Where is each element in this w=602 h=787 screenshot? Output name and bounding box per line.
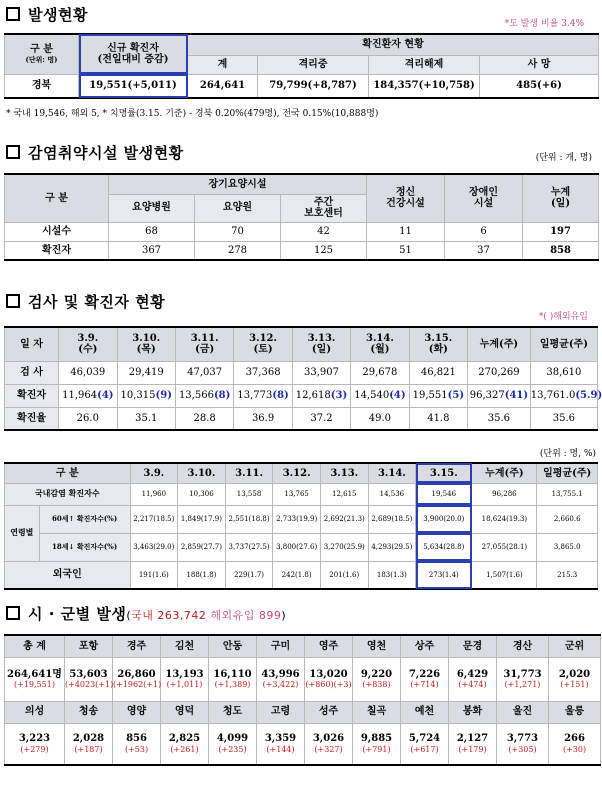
region-name: 상주 — [401, 635, 449, 657]
region-increase: (+3,422) — [262, 680, 299, 690]
table-row — [5, 407, 598, 430]
region-name: 울진 — [497, 701, 549, 723]
cell: 35.6 — [530, 407, 597, 430]
region-value — [353, 723, 401, 765]
table-row — [5, 384, 598, 407]
death-value: 485(+6) — [480, 74, 599, 98]
region-total: 13,020 — [309, 668, 348, 680]
header-gubun: 구 분 — [5, 174, 109, 222]
region-value — [549, 723, 601, 765]
section4-unit: (단위 : 명, %) — [539, 449, 596, 459]
row-label: 확진율 — [5, 407, 59, 430]
region-total: 3,223 — [18, 733, 51, 745]
region-increase: (+151) — [560, 680, 589, 690]
section1-title: 발생현황 — [6, 4, 88, 25]
region-increase: (+791) — [362, 744, 391, 754]
region-value — [161, 657, 209, 701]
region-total: 3,359 — [264, 733, 297, 745]
header-death: 사 망 — [480, 55, 599, 74]
cell: 33,907 — [292, 361, 350, 384]
region-total: 6,429 — [456, 668, 489, 680]
cell: 11,964(4) — [59, 384, 117, 407]
cell: 14,536 — [368, 483, 416, 505]
region-total: 856 — [126, 733, 147, 745]
test-table — [4, 326, 602, 431]
cell: 11,960 — [130, 483, 178, 505]
cell: 183(1.3) — [368, 561, 416, 589]
region-value — [5, 723, 65, 765]
row-label: 검 사 — [5, 361, 59, 384]
header-cumulative: 누계(주) — [472, 463, 537, 483]
region-total: 31,773 — [503, 668, 542, 680]
cell: 18,624(19.3) — [472, 505, 537, 533]
cell: 4,293(29.5) — [368, 533, 416, 561]
section3-title: 검사 및 확진자 현황 — [6, 291, 165, 312]
section1-note: *도 발생 비율 3.4% — [504, 19, 584, 29]
cell: 3,737(27.5) — [225, 533, 273, 561]
row-label: 확진자 — [5, 241, 109, 260]
header-date-6: 3.14. — [368, 463, 416, 483]
cell: 38,610 — [530, 361, 597, 384]
cell: 29,419 — [117, 361, 175, 384]
table-row — [5, 222, 599, 241]
cell: 46,039 — [59, 361, 117, 384]
cell: 367 — [109, 241, 195, 260]
region-value — [209, 723, 257, 765]
region-value — [305, 657, 353, 701]
header-date-7: 3.15. (화) — [409, 327, 467, 361]
isolation-value: 79,799(+8,787) — [258, 74, 369, 98]
region-total: 3,026 — [312, 733, 345, 745]
table-row — [5, 561, 598, 589]
cell: 1,507(1.6) — [472, 561, 537, 589]
region-increase: (+1,389) — [214, 680, 251, 690]
region-total: 264,641명 — [7, 668, 62, 680]
region-increase: (+1962(+1) — [113, 680, 162, 690]
region-name: 영덕 — [161, 701, 209, 723]
region-increase: (+474) — [458, 680, 487, 690]
region-name: 고령 — [257, 701, 305, 723]
new-cases-value: 19,551(+5,011) — [79, 74, 188, 98]
region-increase: (+1,011) — [166, 680, 203, 690]
region-increase: (+305) — [508, 744, 537, 754]
cell: 273(1.4) — [416, 561, 472, 589]
cell: 13,761.0(5.9) — [530, 384, 597, 407]
region-value — [401, 723, 449, 765]
facility-table — [4, 173, 599, 261]
header-isolation: 격리중 — [258, 55, 369, 74]
header-release: 격리해제 — [369, 55, 480, 74]
cell: 10,306 — [178, 483, 226, 505]
region-total: 266 — [564, 733, 585, 745]
header-long-term: 장기요양시설 — [109, 174, 367, 194]
region-increase: (+19,551) — [14, 680, 55, 690]
region-name: 경산 — [497, 635, 549, 657]
region-increase: (+714) — [410, 680, 439, 690]
cell: 14,540(4) — [351, 384, 409, 407]
region-value — [113, 657, 161, 701]
row-label: 시설수 — [5, 222, 109, 241]
region-increase: (+4023(+1) — [65, 680, 114, 690]
cell: 68 — [109, 222, 195, 241]
region-total: 2,825 — [168, 733, 201, 745]
cell: 278 — [195, 241, 281, 260]
header-date-2: 3.10. — [178, 463, 226, 483]
region-name: 예천 — [401, 701, 449, 723]
checkbox-square-icon — [6, 294, 20, 308]
region-value — [353, 657, 401, 701]
cell: 26.0 — [59, 407, 117, 430]
cell: 96,327(41) — [468, 384, 531, 407]
header-new-cases: 신규 확진자 (전일대비 증감) — [79, 34, 188, 74]
cell: 229(1.7) — [225, 561, 273, 589]
cell: 29,678 — [351, 361, 409, 384]
header-date-4: 3.12. (토) — [234, 327, 292, 361]
region-total: 2,020 — [558, 668, 591, 680]
cell: 13,755.1 — [537, 483, 598, 505]
region-increase: (+179) — [458, 744, 487, 754]
cell: 2,551(18.8) — [225, 505, 273, 533]
header-cumulative: 누계(주) — [468, 327, 531, 361]
cell: 96,286 — [472, 483, 537, 505]
age-table — [4, 462, 598, 590]
region-value — [5, 657, 65, 701]
region-name: 영양 — [113, 701, 161, 723]
region-value — [257, 723, 305, 765]
region-value — [113, 723, 161, 765]
region-name: 경주 — [113, 635, 161, 657]
header-date-1: 3.9. — [130, 463, 178, 483]
region-name: 칠곡 — [353, 701, 401, 723]
region-total: 43,996 — [261, 668, 300, 680]
cell: 46,821 — [409, 361, 467, 384]
cell: 37,368 — [234, 361, 292, 384]
region-name: 영천 — [353, 635, 401, 657]
header-date-7: 3.15. — [416, 463, 472, 483]
header-date-1: 3.9. (수) — [59, 327, 117, 361]
cell: 2,689(18.5) — [368, 505, 416, 533]
cell: 41.8 — [409, 407, 467, 430]
cell: 3,270(25.9) — [320, 533, 368, 561]
section2-unit: (단위 : 개, 명) — [535, 153, 592, 163]
cell: 37.2 — [292, 407, 350, 430]
cell: 858 — [523, 241, 599, 260]
cell: 2,692(21.3) — [320, 505, 368, 533]
cell: 19,546 — [416, 483, 472, 505]
cell: 201(1.6) — [320, 561, 368, 589]
header-disabled: 장애인 시설 — [445, 174, 523, 222]
cell: 37 — [445, 241, 523, 260]
total-value: 264,641 — [188, 74, 258, 98]
age-group-label: 연령별 — [5, 505, 40, 561]
section2-title: 감염취약시설 발생현황 — [6, 142, 184, 163]
cell: 35.1 — [117, 407, 175, 430]
header-date-3: 3.11. — [225, 463, 273, 483]
cell: 191(1.6) — [130, 561, 178, 589]
region-increase: (+187) — [74, 744, 103, 754]
cell: 12,615 — [320, 483, 368, 505]
cell: 35.6 — [468, 407, 531, 430]
region-value — [401, 657, 449, 701]
region-name: 군위 — [549, 635, 601, 657]
row-label: 국내감염 확진자수 — [5, 483, 131, 505]
header-hospital: 요양병원 — [109, 194, 195, 222]
cell: 2,859(27.7) — [178, 533, 226, 561]
region-total: 2,127 — [456, 733, 489, 745]
cell: 13,566(8) — [175, 384, 233, 407]
cell: 3,865.0 — [537, 533, 598, 561]
region-total: 7,226 — [408, 668, 441, 680]
region-total: 16,110 — [213, 668, 252, 680]
header-date-4: 3.12. — [273, 463, 321, 483]
region-increase: (+1,271) — [504, 680, 541, 690]
region-name: 봉화 — [449, 701, 497, 723]
cell: 5,634(28.8) — [416, 533, 472, 561]
cell: 70 — [195, 222, 281, 241]
row-label: 확진자 — [5, 384, 59, 407]
cell: 42 — [281, 222, 367, 241]
region-increase: (+235) — [218, 744, 247, 754]
header-date-5: 3.13. (일) — [292, 327, 350, 361]
region-name: 문경 — [449, 635, 497, 657]
region-name: 총 계 — [5, 635, 65, 657]
row-label: 경북 — [5, 74, 79, 98]
region-value — [449, 723, 497, 765]
cell: 11 — [367, 222, 445, 241]
header-date-5: 3.13. — [320, 463, 368, 483]
cell: 215.3 — [537, 561, 598, 589]
region-increase: (+617) — [410, 744, 439, 754]
cell: 3,800(27.6) — [273, 533, 321, 561]
cell: 28.8 — [175, 407, 233, 430]
header-gubun: 구 분 (단위: 명) — [5, 34, 79, 74]
section5-title: 시 · 군별 발생(국내 263,742 해외유입 899) — [6, 603, 286, 624]
region-value — [209, 657, 257, 701]
cell: 270,269 — [468, 361, 531, 384]
header-day-care: 주간 보호센터 — [281, 194, 367, 222]
cell: 2,660.6 — [537, 505, 598, 533]
cell: 47,037 — [175, 361, 233, 384]
region-name: 청송 — [65, 701, 113, 723]
row-label: 60세↑ 확진자수(%) — [39, 505, 130, 533]
cell: 27,055(28.1) — [472, 533, 537, 561]
region-name: 김천 — [161, 635, 209, 657]
region-increase: (+53) — [124, 744, 149, 754]
region-value — [161, 723, 209, 765]
region-total: 53,603 — [69, 668, 108, 680]
region-total: 3,773 — [506, 733, 539, 745]
checkbox-square-icon — [6, 606, 20, 620]
status-table — [4, 33, 599, 99]
release-value: 184,357(+10,758) — [369, 74, 480, 98]
region-name: 영주 — [305, 635, 353, 657]
region-value — [257, 657, 305, 701]
cell: 2,217(18.5) — [130, 505, 178, 533]
region-increase: (+860)(+3) — [305, 680, 352, 690]
header-cumulative: 누계 (일) — [523, 174, 599, 222]
region-value — [497, 723, 549, 765]
row-label: 외국인 — [5, 561, 131, 589]
region-total: 13,193 — [165, 668, 204, 680]
section1-footnote: * 국내 19,546, 해외 5, * 치명률(3.15. 기준) - 경북 0.20%(479명), 전국 0.15%(10,888명) — [6, 109, 379, 119]
cell: 188(1.8) — [178, 561, 226, 589]
region-name: 울릉 — [549, 701, 601, 723]
cell: 3,463(29.0) — [130, 533, 178, 561]
section3-note: *( )해외유입 — [538, 312, 588, 322]
region-total: 9,885 — [360, 733, 393, 745]
table-row — [5, 533, 598, 561]
region-total: 2,028 — [72, 733, 105, 745]
region-name: 청도 — [209, 701, 257, 723]
cell: 10,315(9) — [117, 384, 175, 407]
region-name: 포항 — [65, 635, 113, 657]
header-status: 확진환자 현황 — [188, 34, 599, 55]
cell: 13,773(8) — [234, 384, 292, 407]
region-total: 5,724 — [408, 733, 441, 745]
cell: 242(1.8) — [273, 561, 321, 589]
cell: 51 — [367, 241, 445, 260]
region-increase: (+261) — [170, 744, 199, 754]
cell: 2,733(19.9) — [273, 505, 321, 533]
region-table — [4, 634, 601, 766]
region-increase: (+327) — [314, 744, 343, 754]
cell: 36.9 — [234, 407, 292, 430]
region-total: 26,860 — [117, 668, 156, 680]
checkbox-square-icon — [6, 145, 20, 159]
header-average: 일평균(주) — [537, 463, 598, 483]
header-date: 일 자 — [5, 327, 59, 361]
row-label: 18세↓ 확진자수(%) — [39, 533, 130, 561]
cell: 19,551(5) — [409, 384, 467, 407]
cell: 12,618(3) — [292, 384, 350, 407]
cell: 125 — [281, 241, 367, 260]
region-value — [497, 657, 549, 701]
region-value — [305, 723, 353, 765]
region-value — [65, 657, 113, 701]
header-date-6: 3.14. (월) — [351, 327, 409, 361]
region-increase: (+838) — [362, 680, 391, 690]
table-row — [5, 505, 598, 533]
header-nursing-home: 요양원 — [195, 194, 281, 222]
header-total: 계 — [188, 55, 258, 74]
header-gubun: 구 분 — [5, 463, 131, 483]
region-name: 의성 — [5, 701, 65, 723]
region-increase: (+279) — [20, 744, 49, 754]
region-increase: (+30) — [562, 744, 587, 754]
header-date-3: 3.11. (금) — [175, 327, 233, 361]
table-row — [5, 361, 598, 384]
cell: 3,900(20.0) — [416, 505, 472, 533]
cell: 13,765 — [273, 483, 321, 505]
table-row — [5, 241, 599, 260]
region-value — [449, 657, 497, 701]
header-mental: 정신 건강시설 — [367, 174, 445, 222]
cell: 6 — [445, 222, 523, 241]
cell: 197 — [523, 222, 599, 241]
table-row — [5, 483, 598, 505]
region-value — [549, 657, 601, 701]
cell: 1,849(17.9) — [178, 505, 226, 533]
region-name: 성주 — [305, 701, 353, 723]
region-value — [65, 723, 113, 765]
region-name: 안동 — [209, 635, 257, 657]
region-name: 구미 — [257, 635, 305, 657]
cell: 49.0 — [351, 407, 409, 430]
header-average: 일평균(주) — [530, 327, 597, 361]
region-total: 9,220 — [360, 668, 393, 680]
header-date-2: 3.10. (목) — [117, 327, 175, 361]
cell: 13,558 — [225, 483, 273, 505]
region-total: 4,099 — [216, 733, 249, 745]
region-increase: (+144) — [266, 744, 295, 754]
checkbox-square-icon — [6, 7, 20, 21]
